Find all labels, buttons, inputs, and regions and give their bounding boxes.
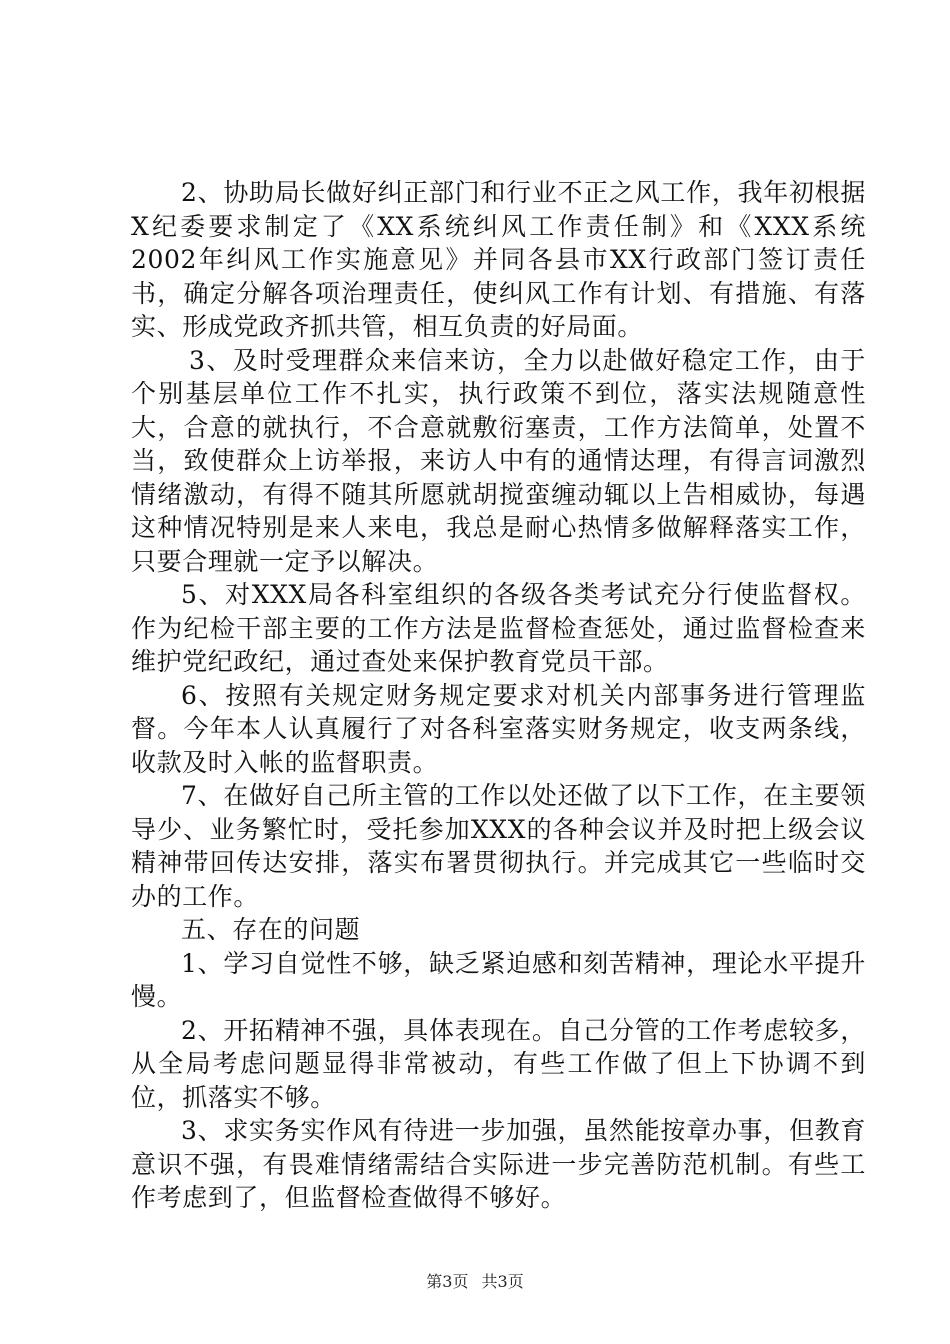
page-number: 第3页 <box>426 1272 469 1291</box>
paragraph-item-3: 3、及时受理群众来信来访，全力以赴做好稳定工作，由于个别基层单位工作不扎实，执行政策不到位，落实法规随意性大，合意的就执行，不合意就敷衍塞责，工作方法简单，处置不当，致使群众上访举报，来访人中有的通情达理，有得言词激烈情绪激动，有得不随其所愿就胡搅蛮缠动辄以上告相威协，每遇这种情况特别是来人来电，我总是耐心热情多做解释落实工作，只要合理就一定予以解决。 <box>131 345 866 576</box>
problem-item-1: 1、学习自觉性不够，缺乏紧迫感和刻苦精神，理论水平提升慢。 <box>131 948 866 1011</box>
page-total: 共3页 <box>481 1272 524 1291</box>
paragraph-item-5: 5、对XXX局各科室组织的各级各类考试充分行使监督权。作为纪检干部主要的工作方法是监督检查惩处，通过监督检查来维护党纪政纪，通过查处来保护教育党员干部。 <box>131 580 866 676</box>
problem-item-3: 3、求实务实作风有待进一步加强，虽然能按章办事，但教育意识不强，有畏难情绪需结合实际进一步完善防范机制。有些工作考虑到了，但监督检查做得不够好。 <box>131 1116 866 1212</box>
page-footer <box>0 1272 950 1292</box>
problem-item-2: 2、开拓精神不强，具体表现在。自己分管的工作考虑较多，从全局考虑问题显得非常被动，有些工作做了但上下协调不到位，抓落实不够。 <box>131 1015 866 1112</box>
document-body <box>131 176 866 1215</box>
paragraph-item-7: 7、在做好自己所主管的工作以处还做了以下工作，在主要领导少、业务繁忙时，受托参加XXX的各种会议并及时把上级会议精神带回传达安排，落实布署贯彻执行。并完成其它一些临时交办的工作。 <box>131 781 866 911</box>
paragraph-item-6: 6、按照有关规定财务规定要求对机关内部事务进行管理监督。今年本人认真履行了对各科室落实财务规定，收支两条线，收款及时入帐的监督职责。 <box>131 680 866 777</box>
paragraph-item-2: 2、协助局长做好纠正部门和行业不正之风工作，我年初根据X纪委要求制定了《XX系统纠风工作责任制》和《XXX系统2002年纠风工作实施意见》并同各县市XX行政部门签订责任书，确定分解各项治理责任，使纠风工作有计划、有措施、有落实、形成党政齐抓共管，相互负责的好局面。 <box>131 178 866 341</box>
section-heading-problems: 五、存在的问题 <box>181 915 361 944</box>
